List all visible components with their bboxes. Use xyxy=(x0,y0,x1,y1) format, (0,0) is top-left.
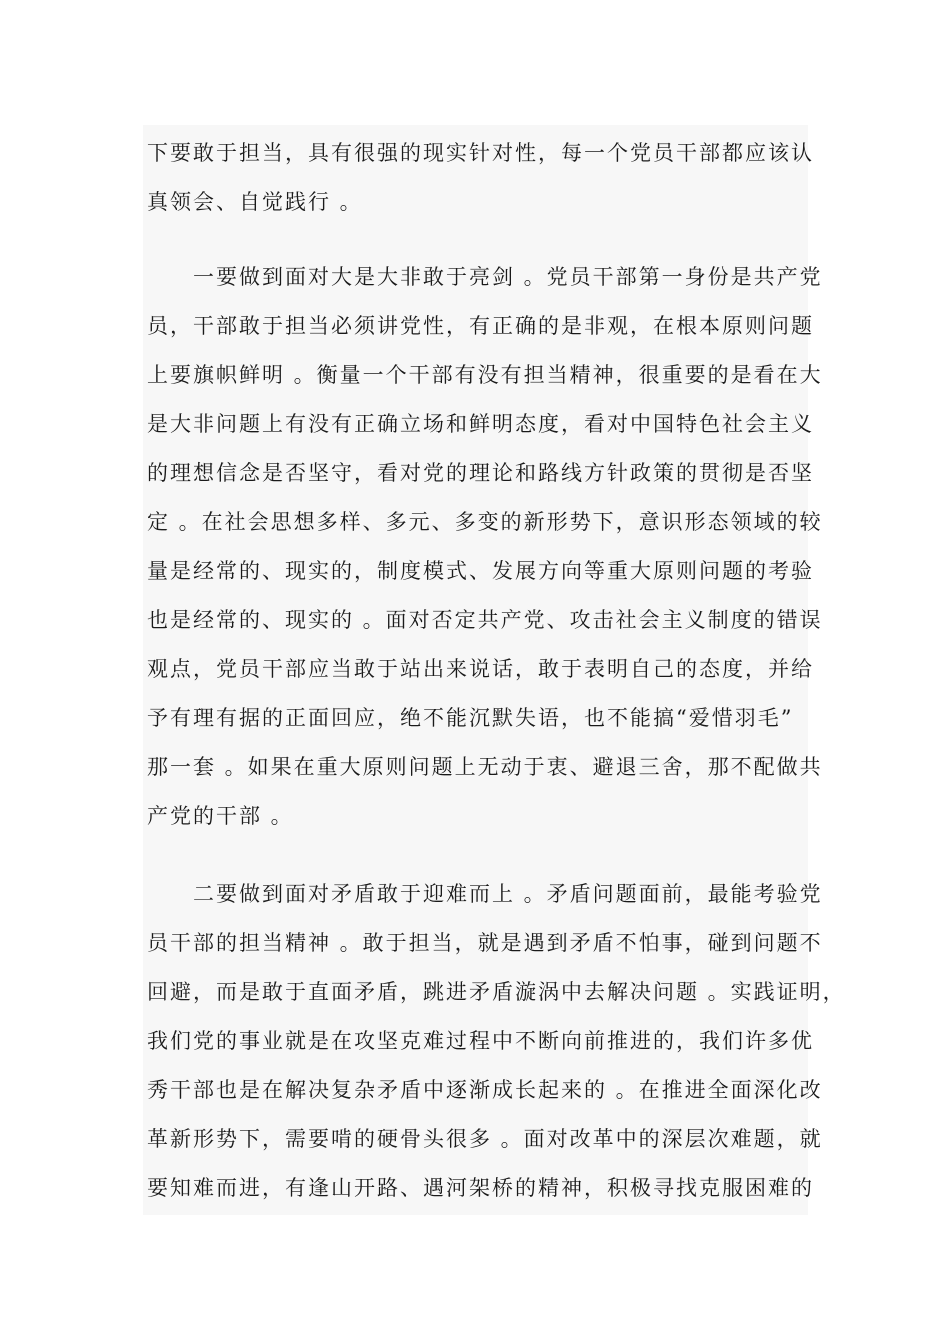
text-line: 真领会、自觉践行 。 xyxy=(147,190,363,214)
text-line: 的理想信念是否坚守，看对党的理论和路线方针政策的贯彻是否坚 xyxy=(147,461,814,485)
text-line: 二要做到面对矛盾敢于迎难而上 。矛盾问题面前，最能考验党 xyxy=(147,882,823,906)
text-line: 上要旗帜鲜明 。衡量一个干部有没有担当精神，很重要的是看在大 xyxy=(147,363,823,387)
text-line: 我们党的事业就是在攻坚克难过程中不断向前推进的，我们许多优 xyxy=(147,1029,814,1053)
text-line: 定 。在社会思想多样、多元、多变的新形势下，意识形态领域的较 xyxy=(147,510,823,534)
text-line: 是大非问题上有没有正确立场和鲜明态度，看对中国特色社会主义 xyxy=(147,412,814,436)
text-line: 那一套 。如果在重大原则问题上无动于衷、避退三舍，那不配做共 xyxy=(147,755,823,779)
paragraph-one xyxy=(147,253,823,841)
paragraph-two xyxy=(147,870,846,1213)
text-line: 秀干部也是在解决复杂矛盾中逐渐成长起来的 。在推进全面深化改 xyxy=(147,1078,823,1102)
text-line: 量是经常的、现实的，制度模式、发展方向等重大原则问题的考验 xyxy=(147,559,814,583)
text-line: 革新形势下，需要啃的硬骨头很多 。面对改革中的深层次难题，就 xyxy=(147,1127,823,1151)
text-line: 一要做到面对大是大非敢于亮剑 。党员干部第一身份是共产党 xyxy=(147,265,823,289)
text-line: 下要敢于担当，具有很强的现实针对性，每一个党员干部都应该认 xyxy=(147,141,814,165)
text-line: 观点，党员干部应当敢于站出来说话，敢于表明自己的态度，并给 xyxy=(147,657,814,681)
text-line: 员，干部敢于担当必须讲党性，有正确的是非观，在根本原则问题 xyxy=(147,314,814,338)
text-line: 要知难而进，有逢山开路、遇河架桥的精神，积极寻找克服困难的 xyxy=(147,1176,814,1200)
text-line: 予有理有据的正面回应，绝不能沉默失语，也不能搞“爱惜羽毛” xyxy=(147,706,794,730)
paragraph-intro xyxy=(147,129,814,227)
text-line: 员干部的担当精神 。敢于担当，就是遇到矛盾不怕事，碰到问题不 xyxy=(147,931,823,955)
text-block xyxy=(143,125,846,1215)
text-line: 产党的干部 。 xyxy=(147,804,294,828)
text-line: 也是经常的、现实的 。面对否定共产党、攻击社会主义制度的错误 xyxy=(147,608,823,632)
text-line: 回避，而是敢于直面矛盾，跳进矛盾漩涡中去解决问题 。实践证明， xyxy=(147,980,846,1004)
